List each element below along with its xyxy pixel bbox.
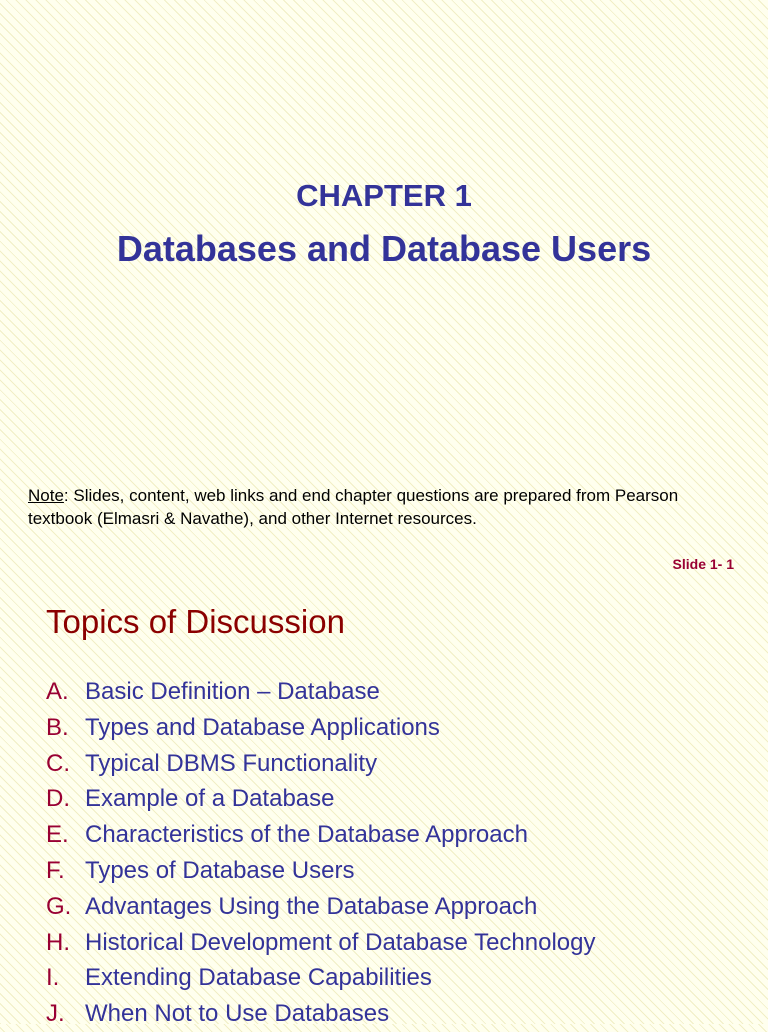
slide-2 xyxy=(0,585,768,1028)
topic-letter: E. xyxy=(46,821,69,849)
topic-item xyxy=(46,710,596,746)
topic-item xyxy=(46,674,596,710)
slide-title: Databases and Database Users xyxy=(116,228,652,269)
topic-letter: C. xyxy=(46,749,70,777)
slide-number: Slide 1- 1 xyxy=(672,556,734,572)
topics-heading: Topics of Discussion xyxy=(46,603,345,640)
chapter-label: CHAPTER 1 xyxy=(296,178,472,213)
note-label: Note xyxy=(28,486,64,505)
topic-item xyxy=(46,925,596,961)
topic-text: Advantages Using the Database Approach xyxy=(85,892,538,920)
topic-letter: I. xyxy=(46,964,60,992)
topic-text: Extending Database Capabilities xyxy=(85,964,432,992)
topic-item xyxy=(46,853,596,889)
topic-letter: J. xyxy=(46,1000,65,1028)
topic-item xyxy=(46,996,596,1032)
note-paragraph xyxy=(28,484,738,530)
topic-letter: F. xyxy=(46,856,65,884)
topic-letter: G. xyxy=(46,892,72,920)
topic-item xyxy=(46,781,596,817)
topic-item xyxy=(46,889,596,925)
topic-text: Basic Definition – Database xyxy=(85,678,380,705)
topic-letter: H. xyxy=(46,928,70,956)
topic-letter: D. xyxy=(46,785,70,813)
topic-text: Types of Database Users xyxy=(85,856,355,884)
topic-text: Characteristics of the Database Approach xyxy=(85,821,528,849)
topic-item xyxy=(46,746,596,782)
topic-text: Types and Database Applications xyxy=(85,713,440,741)
topics-list xyxy=(46,674,596,1032)
note-text: : Slides, content, web links and end chapter questions are prepared from Pearson textbook (Elmasri & Navathe), and other Internet resources. xyxy=(28,486,679,528)
topic-item xyxy=(46,817,596,853)
topic-item xyxy=(46,960,596,996)
topic-text: When Not to Use Databases xyxy=(85,1000,390,1028)
topic-text: Example of a Database xyxy=(85,785,335,813)
topic-text: Historical Development of Database Technology xyxy=(85,928,596,956)
topic-letter: A. xyxy=(46,678,69,705)
topic-text: Typical DBMS Functionality xyxy=(85,749,378,777)
topic-letter: B. xyxy=(46,713,69,741)
